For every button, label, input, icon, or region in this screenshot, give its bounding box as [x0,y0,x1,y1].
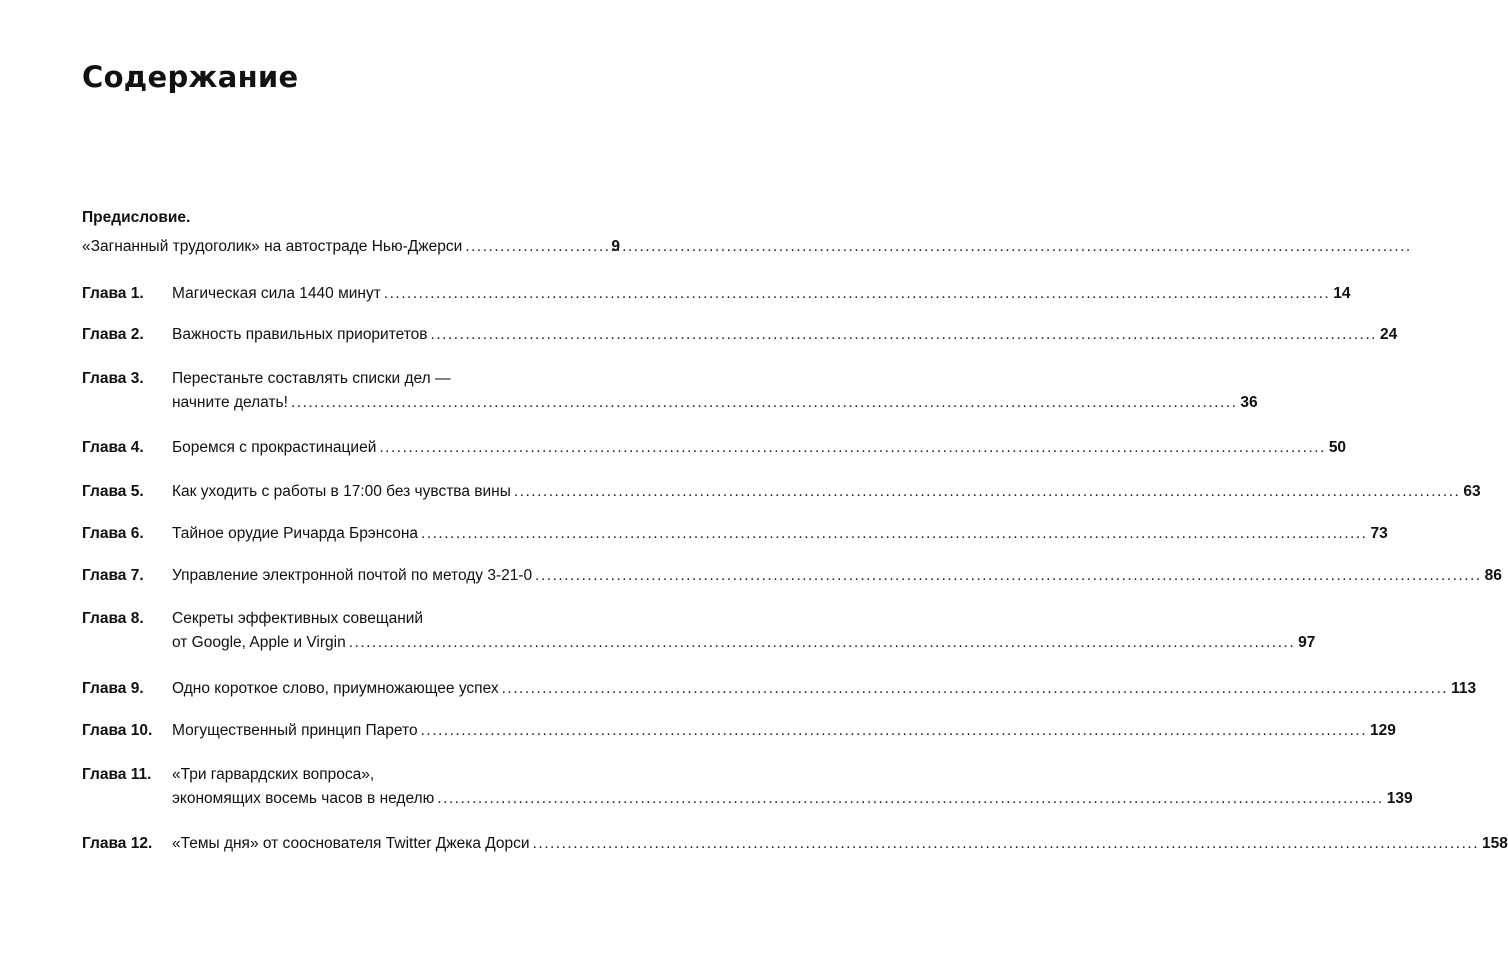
chapter-page: 73 [1370,525,1388,542]
chapter-title: Секреты эффективных совещаний [172,610,424,627]
dot-leader [379,436,1325,460]
chapter-line [172,391,1258,415]
chapter-line [172,367,1258,391]
chapter-label: Глава 1. [82,285,144,302]
chapter-label: Глава 9. [82,680,144,697]
chapter-page: 14 [1333,285,1351,302]
chapter-page: 97 [1298,634,1316,651]
chapter-body [172,367,1258,415]
chapter-page: 36 [1240,394,1258,411]
chapter-page: 50 [1328,439,1347,456]
chapter-label: Глава 11. [82,766,152,783]
chapter-label: Глава 2. [82,326,144,343]
chapter-title: Одно короткое слово, приумножающее успех [172,680,499,697]
dot-leader [502,677,1448,701]
chapter-line [172,719,1396,743]
chapter-title: «Три гарвардских вопроса», [172,766,375,783]
dot-leader [535,564,1481,588]
dot-leader [533,832,1479,856]
chapter-title: Важность правильных приоритетов [172,326,428,343]
toc-entry [82,677,1477,701]
toc-entry [82,282,1351,306]
chapter-title: Управление электронной почтой по методу 3-21-0 [172,567,533,584]
chapter-page: 24 [1379,326,1398,343]
chapter-title: «Темы дня» от сооснователя Twitter Джека Дорси [172,835,530,852]
chapter-page: 129 [1370,722,1396,739]
dot-leader [421,719,1367,743]
chapter-title: Как уходить с работы в 17:00 без чувства вины [172,483,511,500]
chapter-body [172,677,1476,701]
toc-entry [82,832,1508,856]
chapter-body [172,763,1413,811]
chapter-line [172,282,1351,306]
preface-label: Предисловие. [82,209,191,226]
chapter-title: Могущественный принцип Парето [172,722,418,739]
toc-entry [82,480,1481,504]
chapter-line [172,564,1502,588]
chapter-line [172,832,1508,856]
chapter-page: 113 [1451,680,1477,697]
chapter-body [172,719,1396,743]
page-title: Содержание [82,60,299,94]
chapter-body [172,323,1397,347]
dot-leader [421,522,1367,546]
chapter-page: 139 [1386,790,1413,807]
chapter-label: Глава 4. [82,439,144,456]
chapter-line [172,787,1413,811]
chapter-line [172,763,1413,787]
chapter-label: Глава 8. [82,610,144,627]
toc-entry [82,607,1316,655]
chapter-page: 86 [1484,567,1502,584]
chapter-body [172,282,1351,306]
chapter-page: 158 [1482,835,1508,852]
preface-line [82,235,620,259]
chapter-title: Магическая сила 1440 минут [172,285,381,302]
chapter-body [172,480,1481,504]
chapter-line [172,631,1315,655]
dot-leader [291,391,1237,415]
toc-entry [82,323,1398,347]
dot-leader [465,235,608,259]
chapter-body [172,564,1502,588]
chapter-label: Глава 3. [82,370,144,387]
dot-leader [514,480,1460,504]
dot-leader [431,323,1377,347]
preface-page: 9 [611,238,620,255]
chapter-body [172,522,1388,546]
chapter-body [172,832,1508,856]
chapter-line [172,677,1476,701]
chapter-body [172,607,1315,655]
toc-entry [82,564,1502,588]
toc-entry [82,763,1413,811]
chapter-title: Перестаньте составлять списки дел — [172,370,451,387]
chapter-label: Глава 10. [82,722,153,739]
chapter-title: Тайное орудие Ричарда Брэнсона [172,525,419,542]
chapter-label: Глава 12. [82,835,153,852]
dot-leader [349,631,1295,655]
chapter-title: начните делать! [172,394,288,411]
chapter-line [172,480,1481,504]
toc-entry [82,436,1347,460]
chapter-label: Глава 6. [82,525,144,542]
preface-title: «Загнанный трудоголик» на автостраде Нью-Джерси [82,238,463,255]
chapter-label: Глава 7. [82,567,144,584]
toc-entry [82,522,1388,546]
chapter-title: от Google, Apple и Virgin [172,634,346,651]
chapter-line [172,436,1346,460]
chapter-page: 63 [1463,483,1481,500]
toc-entry [82,719,1396,743]
preface-entry [82,209,620,259]
chapter-line [172,522,1388,546]
chapter-title: экономящих восемь часов в неделю [172,790,435,807]
chapter-title: Боремся с прокрастинацией [172,439,377,456]
dot-leader [437,787,1383,811]
dot-leader [384,282,1330,306]
toc-entry [82,367,1258,415]
chapter-body [172,436,1346,460]
chapter-line [172,323,1397,347]
chapter-line [172,607,1315,631]
chapter-label: Глава 5. [82,483,144,500]
